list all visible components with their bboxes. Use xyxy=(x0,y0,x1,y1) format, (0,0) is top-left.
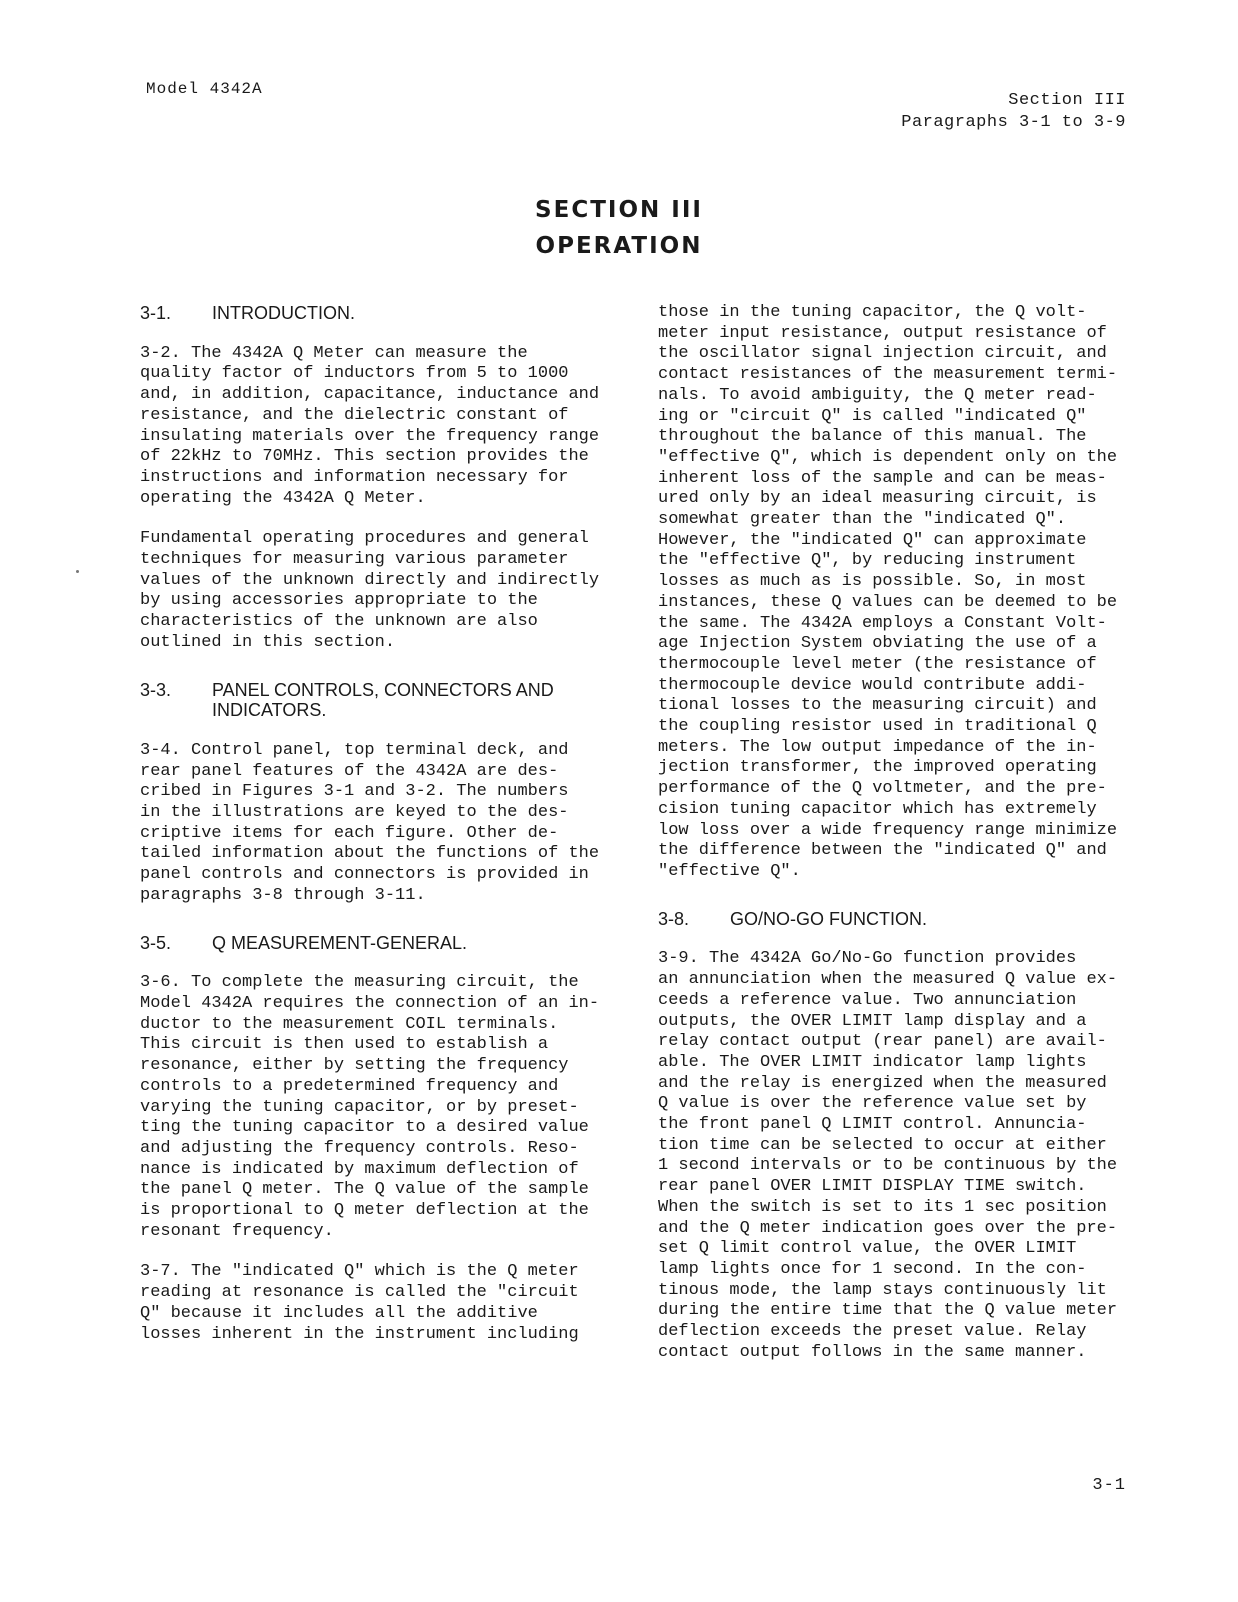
heading-number: 3-5. xyxy=(140,932,172,953)
paragraph-fundamental: Fundamental operating procedures and general techniques for measuring various parameter values of the unknown directly and indirectly by using accessories appropriate to the characteristics of the unknown are also outlined in this section. xyxy=(140,529,600,652)
model-label: Model 4342A xyxy=(146,80,263,98)
paragraph-3-4: 3-4. Control panel, top terminal deck, and rear panel features of the 4342A are des- cribed in Figures 3-1 and 3-2. The numbers in the illustrations are keyed to the des- criptive items for each figure. Other de- tailed information about the functions of the panel controls and connectors is provided in paragraphs 3-8 through 3-11. xyxy=(140,740,600,905)
heading-text: Q MEASUREMENT-GENERAL. xyxy=(212,932,468,953)
heading-text: PANEL CONTROLS, CONNECTORS AND INDICATORS. xyxy=(212,679,554,721)
paragraph-3-2: 3-2. The 4342A Q Meter can measure the quality factor of inductors from 5 to 1000 and, in addition, capacitance, inductance and resistance, and the dielectric constant of insulating materials over the frequency range of 22kHz to 70MHz. This section provides the instructions and information necessary for operating the 4342A Q Meter. xyxy=(140,343,600,508)
page-title xyxy=(0,192,1238,264)
heading-number: 3-1. xyxy=(140,303,172,323)
heading-panel-controls xyxy=(140,680,622,721)
paragraphs-label: Paragraphs 3-1 to 3-9 xyxy=(901,113,1126,132)
heading-introduction xyxy=(140,303,622,324)
heading-text: INTRODUCTION. xyxy=(212,303,355,323)
paragraph-3-9: 3-9. The 4342A Go/No-Go function provides an annunciation when the measured Q value ex- ceeds a reference value. Two annunciation outputs, the OVER LIMIT lamp display and a relay contact output (rear panel) are avail- able. The OVER LIMIT indicator lamp lights and the relay is energized when the measured Q value is over the reference value set by the front panel Q LIMIT control. Annuncia- tion time can be selected to occur at either 1 second intervals or to be continuous by the rear panel OVER LIMIT DISPLAY TIME switch. When the switch is set to its 1 sec position and the Q meter indication goes over the pre- set Q limit control value, the OVER LIMIT lamp lights once for 1 second. In the con- tinous mode, the lamp stays continuously lit during the entire time that the Q value meter deflection exceeds the preset value. Relay contact output follows in the same manner. xyxy=(658,949,1118,1362)
paragraph-3-7-continued: those in the tuning capacitor, the Q volt- meter input resistance, output resistance of the oscillator signal injection circuit, and contact resistances of the measurement termi- nals. To avoid ambiguity, the Q meter read- ing or "circuit Q" is called "indicated Q" throughout the balance of this manual. The "effective Q", which is dependent only on the inherent loss of the sample and can be meas- ured only by an ideal measuring circuit, is somewhat greater than the "indicated Q". However, the "indicated Q" can approximate the "effective Q", by reducing instrument losses as much as is possible. So, in most instances, these Q values can be deemed to be the same. The 4342A employs a Constant Volt- age Injection System obviating the use of a thermocouple level meter (the resistance of thermocouple device would contribute addi- tional losses to the measuring circuit) and the coupling resistor used in traditional Q meters. The low output impedance of the in- jection transformer, the improved operating performance of the Q voltmeter, and the pre- cision tuning capacitor which has extremely low loss over a wide frequency range minimize the difference between the "indicated Q" and "effective Q". xyxy=(658,303,1118,881)
heading-number: 3-3. xyxy=(140,679,172,700)
section-title: SECTION III xyxy=(535,197,703,223)
paragraph-3-7: 3-7. The "indicated Q" which is the Q meter reading at resonance is called the "circuit Q" because it includes all the additive losses inherent in the instrument including xyxy=(140,1262,579,1344)
left-column xyxy=(140,303,622,1365)
heading-text: GO/NO-GO FUNCTION. xyxy=(730,908,927,929)
page-number: 3-1 xyxy=(1092,1476,1126,1495)
right-column xyxy=(658,303,1136,1383)
scan-mark xyxy=(76,570,79,573)
heading-q-measurement xyxy=(140,933,622,954)
paragraph-3-6: 3-6. To complete the measuring circuit, the Model 4342A requires the connection of an in- ductor to the measurement COIL terminals. This circuit is then used to establish a resonance, either by setting the frequency controls to a predetermined frequency and varying the tuning capacitor, or by preset- ting the tuning capacitor to a desired value and adjusting the frequency controls. Reso- nance is indicated by maximum deflection of the panel Q meter. The Q value of the sample is proportional to Q meter deflection at the resonant frequency. xyxy=(140,973,600,1241)
section-header xyxy=(901,90,1126,134)
operation-title: OPERATION xyxy=(535,233,703,259)
heading-number: 3-8. xyxy=(658,908,690,929)
heading-go-no-go xyxy=(658,909,1136,930)
section-label: Section III xyxy=(1008,91,1126,110)
